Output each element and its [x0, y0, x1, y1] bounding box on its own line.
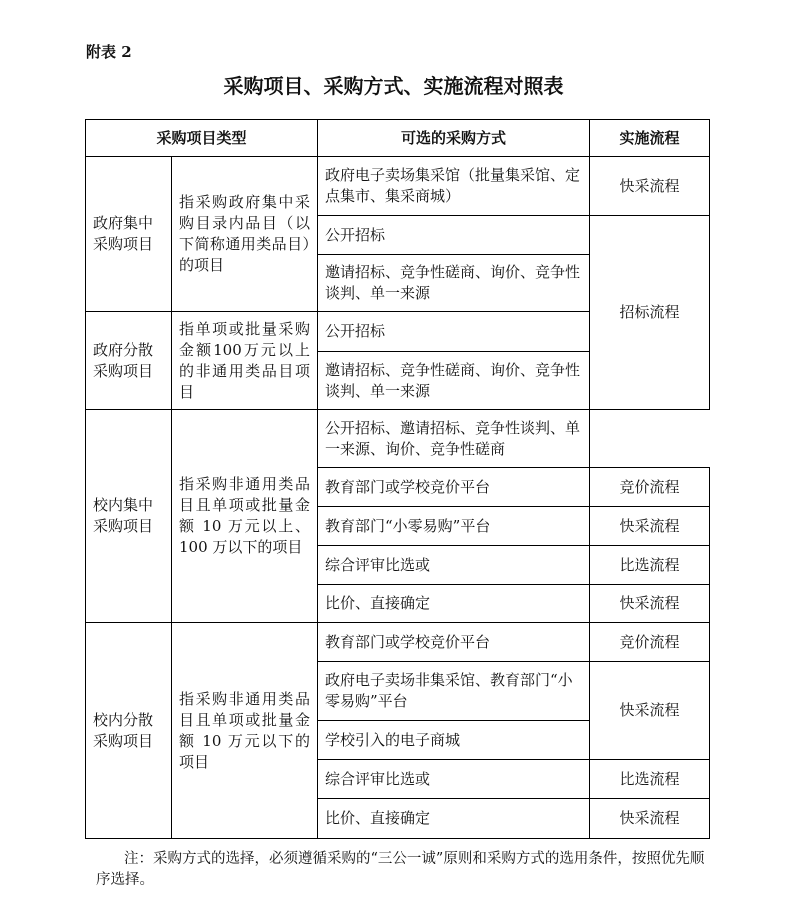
table-row	[86, 157, 710, 216]
table-header-row	[86, 120, 710, 157]
category-cell: 政府集中采购项目	[86, 157, 172, 312]
category-cell: 校内分散采购项目	[86, 623, 172, 839]
table-row	[86, 623, 710, 662]
method-cell: 比价、直接确定	[318, 799, 590, 839]
header-methods: 可选的采购方式	[318, 120, 590, 157]
page-title: 采购项目、采购方式、实施流程对照表	[223, 74, 564, 98]
method-cell: 邀请招标、竞争性磋商、询价、竞争性谈判、单一来源	[318, 352, 590, 410]
method-cell: 教育部门或学校竞价平台	[318, 468, 590, 507]
category-cell: 政府分散采购项目	[86, 312, 172, 410]
method-cell: 政府电子卖场集采馆（批量集采馆、定点集市、集采商城）	[318, 157, 590, 216]
description-cell: 指采购政府集中采购目录内品目（以下简称通用类品目）的项目	[172, 157, 318, 312]
process-cell: 竞价流程	[590, 468, 710, 507]
description-cell: 指采购非通用类品目且单项或批量金额 10 万元以上、100 万以下的项目	[172, 410, 318, 623]
method-cell: 公开招标、邀请招标、竞争性谈判、单一来源、询价、竞争性磋商	[318, 410, 590, 468]
process-cell: 招标流程	[590, 216, 710, 410]
header-process: 实施流程	[590, 120, 710, 157]
footnote: 注：采购方式的选择，必须遵循采购的“三公一诚”原则和采购方式的选用条件，按照优先顺序选择。	[96, 851, 705, 888]
process-cell: 快采流程	[590, 585, 710, 623]
attachment-label: 附表 2	[86, 43, 132, 61]
process-cell: 竞价流程	[590, 623, 710, 662]
process-cell: 比选流程	[590, 760, 710, 799]
method-cell: 学校引入的电子商城	[318, 721, 590, 760]
table-row	[86, 410, 710, 468]
method-cell: 政府电子卖场非集采馆、教育部门“小零易购”平台	[318, 662, 590, 721]
process-cell: 比选流程	[590, 546, 710, 585]
process-cell: 快采流程	[590, 157, 710, 216]
method-cell: 综合评审比选或	[318, 546, 590, 585]
process-cell: 快采流程	[590, 799, 710, 839]
method-cell: 教育部门“小零易购”平台	[318, 507, 590, 546]
method-cell: 邀请招标、竞争性磋商、询价、竞争性谈判、单一来源	[318, 255, 590, 312]
method-cell: 比价、直接确定	[318, 585, 590, 623]
description-cell: 指单项或批量采购金额100万元以上的非通用类品目项目	[172, 312, 318, 410]
process-cell: 快采流程	[590, 662, 710, 760]
header-project-type: 采购项目类型	[86, 120, 318, 157]
procurement-table	[85, 119, 710, 839]
method-cell: 教育部门或学校竞价平台	[318, 623, 590, 662]
category-cell: 校内集中采购项目	[86, 410, 172, 623]
method-cell: 公开招标	[318, 312, 590, 352]
description-cell: 指采购非通用类品目且单项或批量金额 10 万元以下的项目	[172, 623, 318, 839]
process-cell: 快采流程	[590, 507, 710, 546]
method-cell: 综合评审比选或	[318, 760, 590, 799]
method-cell: 公开招标	[318, 216, 590, 255]
